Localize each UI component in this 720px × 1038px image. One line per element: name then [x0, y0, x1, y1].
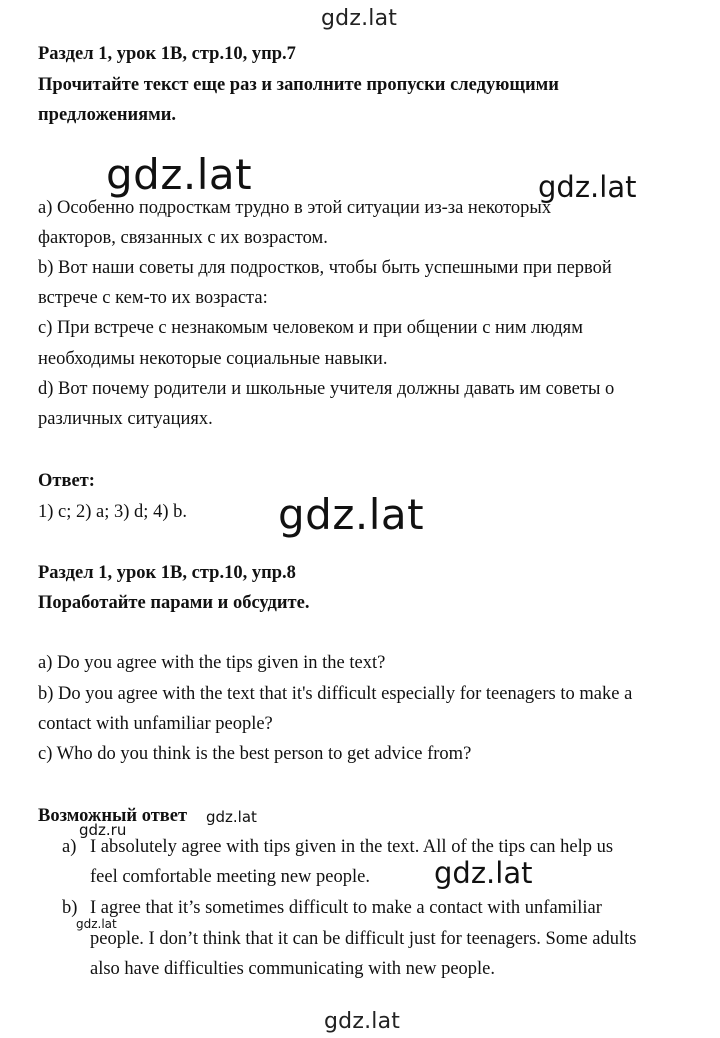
watermark-site-ru: gdz.ru [79, 821, 127, 839]
exercise-7-option-line: d) Вот почему родители и школьные учителя должны давать им советы о [38, 379, 615, 399]
exercise-7-answer-label: Ответ: [38, 471, 95, 491]
answer-b-line-3: also have difficulties communicating with new people. [90, 959, 496, 979]
exercise-7-option-line: необходимы некоторые социальные навыки. [38, 349, 388, 369]
watermark-medium: gdz.lat [434, 856, 533, 890]
answer-a-line-2: feel comfortable meeting new people. [90, 867, 370, 887]
answer-b-marker: b) [62, 898, 78, 918]
exercise-7-option-line: b) Вот наши советы для подростков, чтобы быть успешными при первой [38, 258, 612, 278]
answer-a-marker: a) [62, 837, 77, 857]
watermark-tiny: gdz.lat [206, 808, 257, 826]
answer-b-line-2: people. I don’t think that it can be difficult just for teenagers. Some adults [90, 929, 637, 949]
watermark-large: gdz.lat [106, 150, 253, 199]
exercise-7-option-line: различных ситуациях. [38, 409, 213, 429]
exercise-8-question-line: c) Who do you think is the best person to get advice from? [38, 744, 472, 764]
watermark-medium: gdz.lat [538, 170, 637, 204]
watermark-large: gdz.lat [278, 490, 425, 539]
exercise-7-option-line: c) При встрече с незнакомым человеком и при общении с ним людям [38, 318, 583, 338]
exercise-7-option-line: факторов, связанных с их возрастом. [38, 228, 328, 248]
exercise-8-question-line: b) Do you agree with the text that it's difficult especially for teenagers to make a [38, 684, 633, 704]
exercise-8-question-line: contact with unfamiliar people? [38, 714, 273, 734]
exercise-8-heading: Раздел 1, урок 1B, стр.10, упр.8 [38, 563, 296, 583]
watermark-tiny: gdz.lat [76, 917, 117, 931]
exercise-7-answer-text: 1) c; 2) a; 3) d; 4) b. [38, 502, 187, 522]
answer-b-line-1: I agree that it’s sometimes difficult to make a contact with unfamiliar [90, 898, 602, 918]
exercise-8-instruction: Поработайте парами и обсудите. [38, 593, 310, 613]
exercise-8-answer-label: Возможный ответ [38, 806, 188, 826]
answer-a-line-1: I absolutely agree with tips given in the text. All of the tips can help us [90, 837, 614, 857]
exercise-7-heading: Раздел 1, урок 1B, стр.10, упр.7 [38, 44, 296, 64]
exercise-8-question-line: a) Do you agree with the tips given in the text? [38, 653, 386, 673]
watermark-bottom: gdz.lat [324, 1009, 401, 1034]
exercise-7-instruction-line-2: предложениями. [38, 105, 177, 125]
exercise-7-option-line: a) Особенно подросткам трудно в этой ситуации из-за некоторых [38, 198, 552, 218]
exercise-7-instruction-line-1: Прочитайте текст еще раз и заполните пропуски следующими [38, 75, 559, 95]
exercise-7-option-line: встрече с кем-то их возраста: [38, 288, 268, 308]
watermark-top: gdz.lat [321, 6, 398, 31]
